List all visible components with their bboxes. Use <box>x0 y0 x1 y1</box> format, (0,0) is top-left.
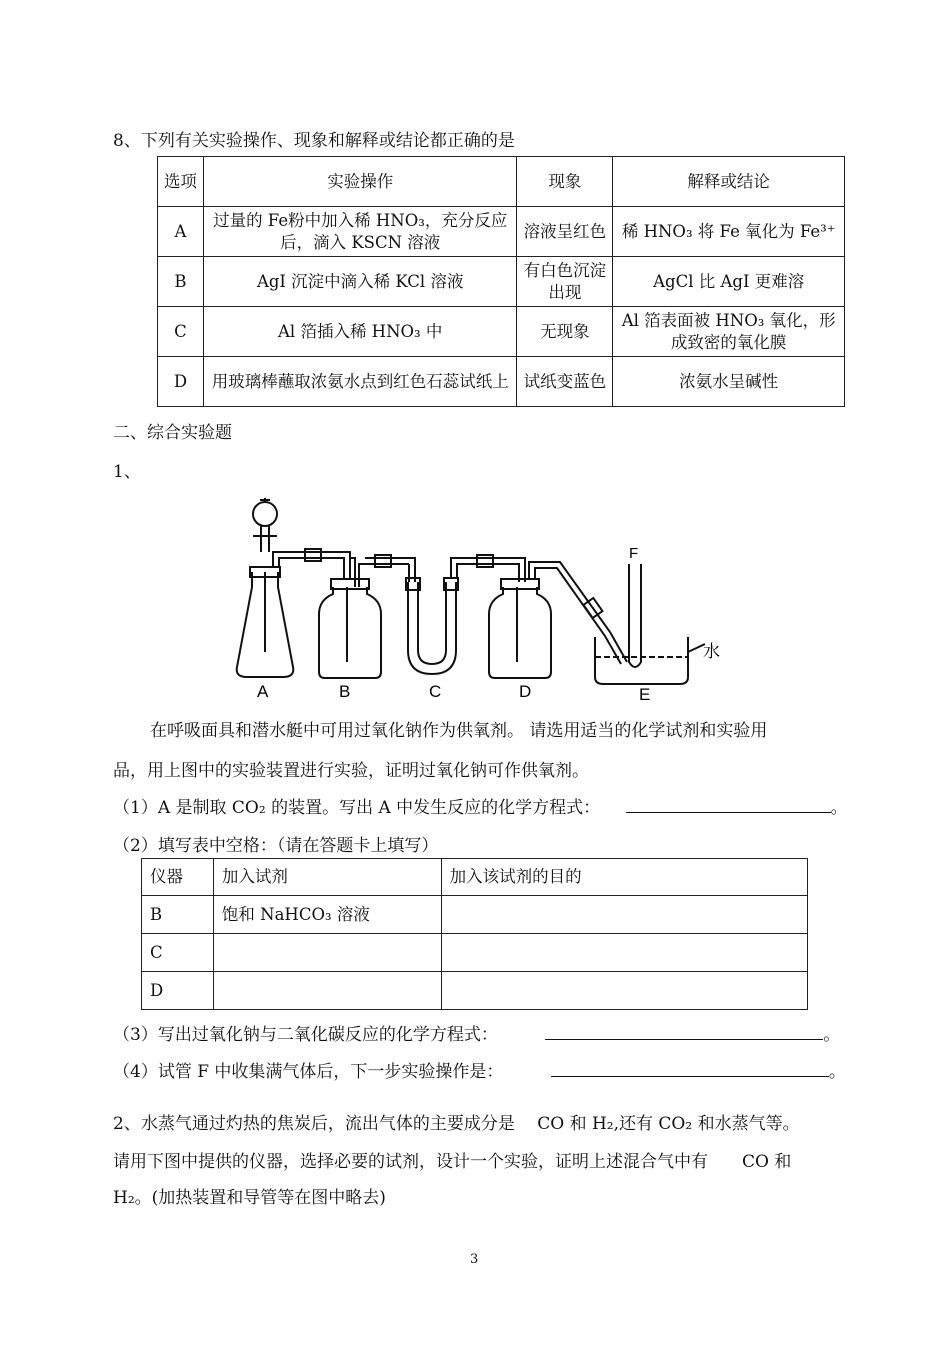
label-c: C <box>429 682 442 701</box>
table-row <box>158 357 845 407</box>
conclusion-cell: Al 箔表面被 HNO₃ 氧化，形成致密的氧化膜 <box>613 307 845 357</box>
part-2-text: （2）填写表中空格：（请在答题卡上填写） <box>113 836 439 856</box>
end-mark: 。 <box>828 1062 846 1082</box>
intro-line-2: 品，用上图中的实验装置进行实验，证明过氧化钠可作供氧剂。 <box>113 761 589 781</box>
question-2-line-1: 2、水蒸气通过灼热的焦炭后，流出气体的主要成分是 CO 和 H₂,还有 CO₂ 和水蒸气等。 <box>113 1114 800 1134</box>
label-f: F <box>629 545 639 562</box>
option-cell: A <box>158 207 204 257</box>
reagent-cell[interactable] <box>213 934 441 972</box>
header-option: 选项 <box>158 157 204 207</box>
conclusion-cell: AgCl 比 AgI 更难溶 <box>613 257 845 307</box>
reagent-cell[interactable]: 饱和 NaHCO₃ 溶液 <box>213 896 441 934</box>
header-phenomenon: 现象 <box>517 157 613 207</box>
table-row <box>142 934 808 972</box>
question-2-line-3: H₂。(加热装置和导管等在图中略去) <box>113 1188 386 1208</box>
purpose-cell[interactable] <box>441 934 807 972</box>
reagent-table <box>141 858 808 1010</box>
purpose-cell[interactable] <box>441 896 807 934</box>
table-row <box>158 257 845 307</box>
instrument-cell: B <box>142 896 214 934</box>
phenomenon-cell: 溶液呈红色 <box>517 207 613 257</box>
phenomenon-cell: 有白色沉淀出现 <box>517 257 613 307</box>
intro-line-1: 在呼吸面具和潜水艇中可用过氧化钠作为供氧剂。 请选用适当的化学试剂和实验用 <box>150 721 768 741</box>
phenomenon-cell: 无现象 <box>517 307 613 357</box>
part-4-text: （4）试管 F 中收集满气体后，下一步实验操作是： <box>113 1062 504 1082</box>
label-e: E <box>639 685 651 702</box>
part-4 <box>113 1057 846 1082</box>
end-mark: 。 <box>830 798 848 818</box>
label-water: 水 <box>703 642 720 662</box>
conclusion-cell: 稀 HNO₃ 将 Fe 氧化为 Fe³⁺ <box>613 207 845 257</box>
option-cell: B <box>158 257 204 307</box>
header-reagent: 加入试剂 <box>213 859 441 896</box>
instrument-cell: C <box>142 934 214 972</box>
instrument-cell: D <box>142 972 214 1010</box>
part-1 <box>113 793 848 818</box>
table-row <box>158 207 845 257</box>
table-row <box>142 972 808 1010</box>
label-d: D <box>519 682 532 701</box>
label-a: A <box>257 682 269 701</box>
question-8-title: 8、下列有关实验操作、现象和解释或结论都正确的是 <box>113 131 515 151</box>
option-cell: D <box>158 357 204 407</box>
reagent-cell[interactable] <box>213 972 441 1010</box>
table-row <box>158 307 845 357</box>
phenomenon-cell: 试纸变蓝色 <box>517 357 613 407</box>
conclusion-cell: 浓氨水呈碱性 <box>613 357 845 407</box>
operation-cell: AgI 沉淀中滴入稀 KCl 溶液 <box>203 257 517 307</box>
header-conclusion: 解释或结论 <box>613 157 845 207</box>
q8-table <box>157 156 845 407</box>
part-1-text: （1）A 是制取 CO₂ 的装置。写出 A 中发生反应的化学方程式： <box>113 798 601 818</box>
part-3-text: （3）写出过氧化钠与二氧化碳反应的化学方程式： <box>113 1025 498 1045</box>
purpose-cell[interactable] <box>441 972 807 1010</box>
header-instrument: 仪器 <box>142 859 214 896</box>
operation-cell: Al 箔插入稀 HNO₃ 中 <box>203 307 517 357</box>
question-2-line-2: 请用下图中提供的仪器，选择必要的试剂，设计一个实验，证明上述混合气中有 CO 和 <box>113 1152 792 1172</box>
option-cell: C <box>158 307 204 357</box>
answer-blank-3[interactable] <box>545 1025 823 1040</box>
end-mark: 。 <box>823 1025 841 1045</box>
table-row <box>142 896 808 934</box>
operation-cell: 用玻璃棒蘸取浓氨水点到红色石蕊试纸上 <box>203 357 517 407</box>
apparatus-diagram <box>225 492 730 702</box>
header-purpose: 加入该试剂的目的 <box>441 859 807 896</box>
answer-blank-4[interactable] <box>551 1062 829 1077</box>
label-b: B <box>339 682 351 701</box>
section-2-title: 二、综合实验题 <box>113 423 232 443</box>
header-operation: 实验操作 <box>203 157 517 207</box>
answer-blank-1[interactable] <box>626 798 831 813</box>
page-number: 3 <box>470 1252 479 1267</box>
operation-cell: 过量的 Fe粉中加入稀 HNO₃，充分反应后，滴入 KSCN 溶液 <box>203 207 517 257</box>
part-3 <box>113 1020 840 1045</box>
question-1-label: 1、 <box>113 462 141 482</box>
